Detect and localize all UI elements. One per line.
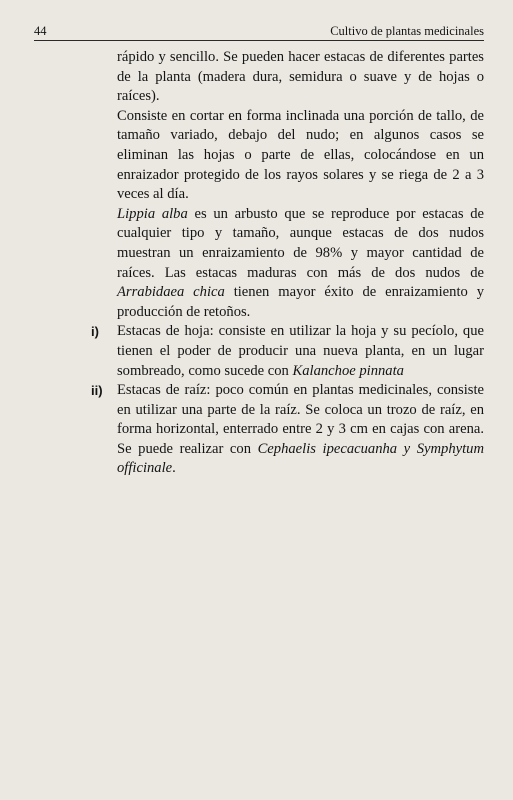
paragraph-intro: rápido y sencillo. Se pueden hacer estacas de diferentes partes de la planta (madera dura, semidura o suave y de hojas o raíces). bbox=[117, 49, 484, 105]
list-marker: ii) bbox=[91, 383, 103, 399]
main-text bbox=[91, 48, 485, 479]
list-item-text: Estacas de hoja: consiste en utilizar la hoja y su pecíolo, que tienen el poder de producir una nueva planta, en un lugar sombreado, como sucede con bbox=[117, 323, 484, 379]
page-header bbox=[34, 22, 484, 41]
paragraph-text: tienen mayor éxito de enraizamiento y producción de retoños. bbox=[117, 284, 484, 320]
paragraph-text: es un arbusto que se reproduce por estacas de cualquier tipo y tamaño, aunque estacas de dos nudos muestran un enraizamiento de 98% y mayor cantidad de raíces. Las estacas maduras con más de dos nudos de bbox=[117, 205, 484, 281]
list-item-text: Estacas de raíz: poco común en plantas medicinales, consiste en utilizar una parte de la raíz. Se coloca un trozo de raíz, en forma horizontal, enterrado entre 2 y 3 cm en cajas con arena. Se puede realizar con bbox=[117, 382, 484, 457]
running-title: Cultivo de plantas medicinales bbox=[330, 24, 484, 38]
species-name: Arrabidaea chica bbox=[117, 284, 225, 301]
species-name: Lippia alba bbox=[117, 205, 188, 222]
page-number: 44 bbox=[34, 24, 47, 38]
species-name: Kalanchoe pinnata bbox=[292, 362, 404, 379]
list-item bbox=[91, 381, 485, 479]
species-name: Cephaelis ipecacuanha y Symphytum officinale bbox=[117, 440, 485, 477]
list-item bbox=[91, 322, 484, 381]
list-marker: i) bbox=[91, 324, 99, 340]
paragraph-method: Consiste en cortar en forma inclinada una porción de tallo, de tamaño variado, debajo del nudo; en algunos casos se eliminan las hojas o parte de ellas, colocándose en un enraizador protegido de los rayos solares y se riega de 2 a 3 veces al día. bbox=[117, 107, 484, 203]
list-item-tail: . bbox=[172, 460, 176, 477]
paragraph-species bbox=[117, 205, 484, 323]
